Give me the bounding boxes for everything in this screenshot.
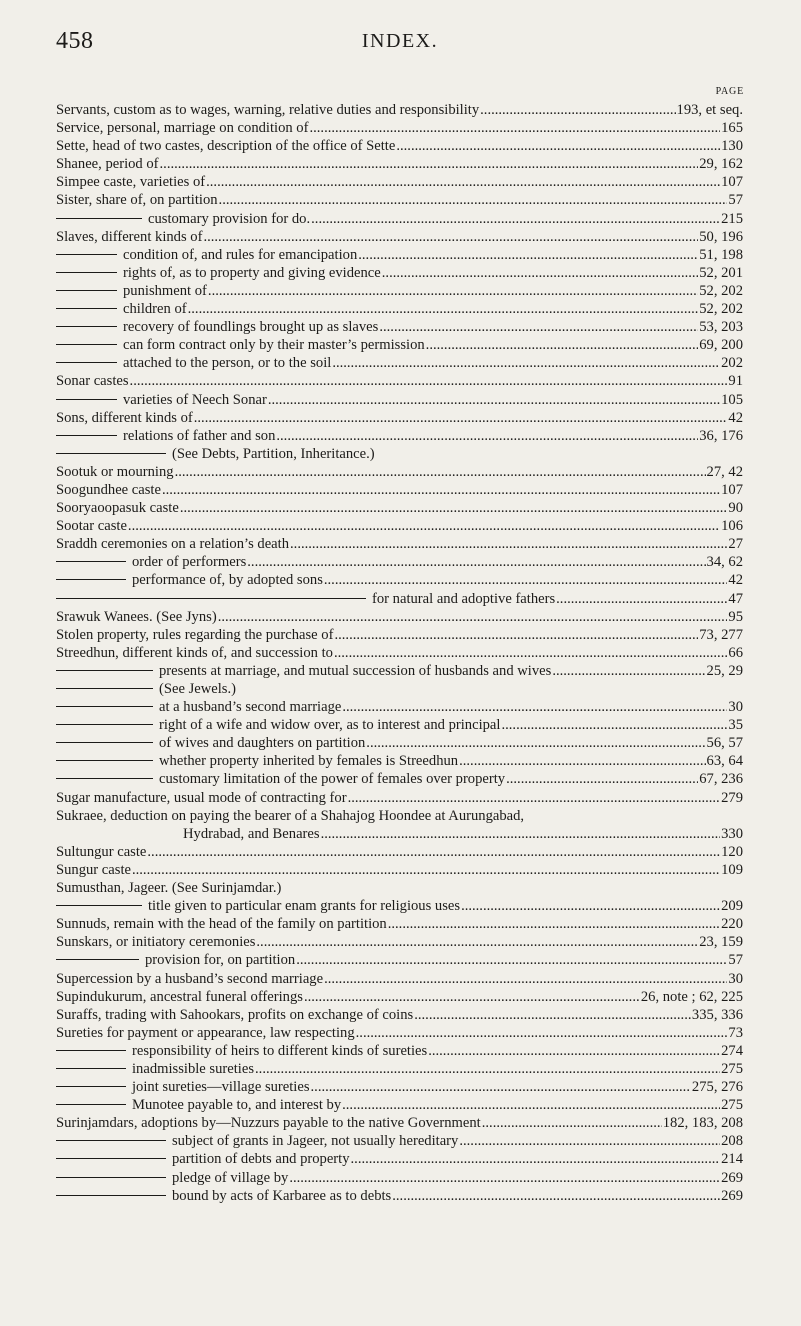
- entry-text: provision for, on partition: [145, 952, 296, 969]
- entry-text: Sootuk or mourning: [56, 463, 174, 480]
- dot-leader: [501, 716, 727, 734]
- entry-text: whether property inherited by females is Streedhun: [159, 753, 459, 770]
- ditto-dash: [56, 399, 117, 400]
- ditto-dash: [56, 688, 153, 689]
- entry-text: for natural and adoptive fathers: [372, 590, 556, 607]
- dot-leader: [276, 427, 698, 445]
- index-entry: [56, 988, 743, 1006]
- dot-leader: [203, 228, 698, 246]
- index-entry: [56, 517, 743, 535]
- dot-leader: [414, 1006, 691, 1024]
- page-column-label: PAGE: [715, 86, 744, 97]
- entry-text: rights of, as to property and giving evidence: [123, 264, 381, 281]
- index-subentry: [56, 318, 743, 336]
- index-subentry: [56, 445, 743, 463]
- entry-text: title given to particular enam grants for religious uses: [148, 898, 461, 915]
- entry-pages: 269: [721, 1187, 743, 1204]
- entry-pages: 69, 200: [699, 337, 743, 354]
- entry-text: children of: [123, 301, 187, 318]
- entry-text: can form contract only by their master’s permission: [123, 337, 425, 354]
- dot-leader: [218, 608, 728, 626]
- entry-text: Stolen property, rules regarding the purchase of: [56, 626, 334, 643]
- entry-text: right of a wife and widow over, as to interest and principal: [159, 717, 501, 734]
- ditto-dash: [56, 778, 153, 779]
- index-entry: [56, 933, 743, 951]
- index-entry: [56, 463, 743, 481]
- index-subentry: [56, 1078, 743, 1096]
- index-entry: [56, 155, 743, 173]
- index-entry: [56, 789, 743, 807]
- dot-leader: [428, 1042, 720, 1060]
- index-entry: [56, 1024, 743, 1042]
- index-subentry: [56, 680, 743, 698]
- index-subentry: [56, 553, 743, 571]
- entry-pages: 275: [721, 1060, 743, 1077]
- index-entry: [56, 535, 743, 553]
- dot-leader: [324, 970, 727, 988]
- ditto-dash: [56, 724, 153, 725]
- entry-pages: 330: [721, 825, 743, 842]
- entry-text: Sumusthan, Jageer. (See Surinjamdar.): [56, 880, 282, 897]
- index-subentry: [56, 210, 743, 228]
- entry-text: Srawuk Wanees. (See Jyns): [56, 608, 217, 625]
- dot-leader: [290, 535, 727, 553]
- index-entry: [56, 119, 743, 137]
- dot-leader: [461, 897, 720, 915]
- index-subentry: [56, 1042, 743, 1060]
- dot-leader: [396, 137, 720, 155]
- dot-leader: [482, 1114, 662, 1132]
- index-subentry: [56, 336, 743, 354]
- entry-text: responsibility of heirs to different kinds of sureties: [132, 1042, 428, 1059]
- dot-leader: [334, 626, 698, 644]
- entry-pages: 36, 176: [699, 427, 743, 444]
- running-head: INDEX.: [361, 30, 439, 52]
- entry-text: Surinjamdars, adoptions by—Nuzzurs payable to the native Government: [56, 1115, 481, 1132]
- entry-pages: 34, 62: [706, 554, 743, 571]
- index-subentry: [56, 246, 743, 264]
- entry-pages: 90: [728, 500, 743, 517]
- entry-pages: 52, 202: [699, 301, 743, 318]
- entry-text: punishment of: [123, 282, 207, 299]
- dot-leader: [459, 1132, 720, 1150]
- dot-leader: [128, 517, 720, 535]
- dot-leader: [147, 843, 720, 861]
- dot-leader: [309, 119, 720, 137]
- entry-pages: 208: [721, 1133, 743, 1150]
- entry-pages: 120: [721, 843, 743, 860]
- entry-text: Munotee payable to, and interest by: [132, 1097, 342, 1114]
- entry-pages: 52, 201: [699, 264, 743, 281]
- entry-pages: 182, 183, 208: [662, 1115, 743, 1132]
- index-subentry: [56, 282, 743, 300]
- entry-pages: 274: [721, 1042, 743, 1059]
- entry-pages: 214: [721, 1151, 743, 1168]
- entry-pages: 23, 159: [699, 934, 743, 951]
- dot-leader: [304, 988, 640, 1006]
- entry-text: Simpee caste, varieties of: [56, 174, 206, 191]
- entry-text: Sootar caste: [56, 518, 127, 535]
- page-header: [56, 28, 744, 58]
- index-entry: [56, 481, 743, 499]
- dot-leader: [180, 499, 728, 517]
- entry-text: Sureties for payment or appearance, law respecting: [56, 1024, 355, 1041]
- entry-pages: 29, 162: [699, 156, 743, 173]
- entry-pages: 202: [721, 355, 743, 372]
- ditto-dash: [56, 362, 117, 363]
- entry-text: Sonar castes: [56, 373, 129, 390]
- index-subentry: [56, 427, 743, 445]
- entry-text: Sette, head of two castes, description of the office of Sette: [56, 138, 396, 155]
- index-entry: [56, 1114, 743, 1132]
- entry-pages: 30: [728, 970, 743, 987]
- entry-text: Sraddh ceremonies on a relation’s death: [56, 536, 290, 553]
- dot-leader: [382, 264, 698, 282]
- ditto-dash: [56, 435, 117, 436]
- index-subentry: [56, 1060, 743, 1078]
- ditto-dash: [56, 272, 117, 273]
- dot-leader: [552, 662, 705, 680]
- entry-text: Servants, custom as to wages, warning, relative duties and responsibility: [56, 102, 480, 118]
- entry-text: Soogundhee caste: [56, 481, 161, 498]
- ditto-dash: [56, 670, 153, 671]
- entry-pages: 220: [721, 916, 743, 933]
- index-subentry: [56, 897, 743, 915]
- entry-pages: 25, 29: [706, 662, 743, 679]
- entry-pages: 95: [728, 608, 743, 625]
- entry-pages: 56, 57: [706, 735, 743, 752]
- entry-text: presents at marriage, and mutual succession of husbands and wives: [159, 662, 552, 679]
- entry-text: (See Jewels.): [159, 681, 236, 697]
- entry-pages: 107: [721, 481, 743, 498]
- entry-text: inadmissible sureties: [132, 1060, 255, 1077]
- dot-leader: [296, 951, 727, 969]
- entry-text: Sultungur caste: [56, 843, 147, 860]
- dot-leader: [162, 481, 720, 499]
- entry-pages: 52, 202: [699, 282, 743, 299]
- ditto-dash: [56, 1086, 126, 1087]
- dot-leader: [268, 391, 720, 409]
- dot-leader: [556, 590, 727, 608]
- entry-pages: 42: [728, 409, 743, 426]
- entry-text: recovery of foundlings brought up as slaves: [123, 319, 379, 336]
- index-entry: [56, 191, 743, 209]
- dot-leader: [348, 789, 721, 807]
- entry-pages: 107: [721, 174, 743, 191]
- index-subentry: [56, 571, 743, 589]
- entry-pages: 35: [728, 717, 743, 734]
- ditto-dash: [56, 959, 139, 960]
- dot-leader: [130, 372, 728, 390]
- dot-leader: [160, 155, 699, 173]
- entry-pages: 109: [721, 861, 743, 878]
- dot-leader: [208, 282, 698, 300]
- dot-leader: [332, 354, 720, 372]
- entry-text: Sugar manufacture, usual mode of contracting for: [56, 789, 347, 806]
- ditto-dash: [56, 905, 142, 906]
- dot-leader: [247, 553, 705, 571]
- entry-pages: 275: [721, 1097, 743, 1114]
- dot-leader: [206, 173, 720, 191]
- entry-pages: 47: [728, 590, 743, 607]
- entry-pages: 42: [728, 572, 743, 589]
- index-subentry: [56, 1150, 743, 1168]
- ditto-dash: [56, 1195, 166, 1196]
- entry-text: performance of, by adopted sons: [132, 572, 323, 589]
- dot-leader: [188, 300, 699, 318]
- entry-text: subject of grants in Jageer, not usually hereditary: [172, 1133, 459, 1150]
- index-entry: [56, 173, 743, 191]
- entry-pages: 215: [721, 210, 743, 227]
- entry-pages: 130: [721, 138, 743, 155]
- entry-pages: 27: [728, 536, 743, 553]
- index-subentry: [56, 300, 743, 318]
- dot-leader: [388, 915, 720, 933]
- entry-text: customary provision for do.: [148, 210, 311, 227]
- dot-leader: [194, 409, 728, 427]
- index-entry: [56, 915, 743, 933]
- dot-leader: [311, 210, 720, 228]
- entry-text: Streedhun, different kinds of, and succession to: [56, 644, 333, 661]
- page-number: 458: [56, 28, 94, 54]
- ditto-dash: [56, 579, 126, 580]
- dot-leader: [426, 336, 699, 354]
- dot-leader: [379, 318, 698, 336]
- ditto-dash: [56, 760, 153, 761]
- entry-pages: 63, 64: [706, 753, 743, 770]
- ditto-dash: [56, 308, 117, 309]
- entry-pages: 50, 196: [699, 228, 743, 245]
- ditto-dash: [56, 453, 166, 454]
- entry-pages: 26, note ; 62, 225: [640, 988, 743, 1005]
- ditto-dash: [56, 254, 117, 255]
- index-entry: [56, 409, 743, 427]
- entry-text: pledge of village by: [172, 1169, 289, 1186]
- ditto-dash: [56, 218, 142, 219]
- entry-text: Supercession by a husband’s second marriage: [56, 970, 324, 987]
- index-entry: [56, 372, 743, 390]
- dot-leader: [459, 752, 705, 770]
- entry-text: Shanee, period of: [56, 156, 159, 173]
- entry-pages: 66: [728, 644, 743, 661]
- entry-text: partition of debts and property: [172, 1151, 350, 1168]
- index-entry: [56, 499, 743, 517]
- entry-text: Sungur caste: [56, 861, 131, 878]
- entry-pages: 275, 276: [691, 1079, 743, 1096]
- index-subentry: [56, 264, 743, 282]
- ditto-dash: [56, 326, 117, 327]
- entry-text: attached to the person, or to the soil: [123, 355, 332, 372]
- dot-leader: [175, 463, 706, 481]
- index-subentry: [56, 354, 743, 372]
- entry-text: order of performers: [132, 554, 247, 571]
- index-subentry: [56, 951, 743, 969]
- entry-text: (See Debts, Partition, Inheritance.): [172, 445, 375, 462]
- ditto-dash: [56, 1140, 166, 1141]
- dot-leader: [132, 861, 720, 879]
- index-subentry: [56, 1096, 743, 1114]
- entry-pages: 209: [721, 898, 743, 915]
- entry-text: bound by acts of Karbaree as to debts: [172, 1187, 392, 1204]
- entry-pages: 57: [728, 192, 743, 209]
- ditto-dash: [56, 706, 153, 707]
- entry-text: of wives and daughters on partition: [159, 735, 366, 752]
- dot-leader: [334, 644, 727, 662]
- entry-text: Sukraee, deduction on paying the bearer of a Shahajog Hoondee at Aurungabad,: [56, 807, 525, 824]
- ditto-dash: [56, 561, 126, 562]
- dot-leader: [342, 698, 727, 716]
- entry-text: Sooryaoopasuk caste: [56, 500, 179, 517]
- entry-text: relations of father and son: [123, 427, 276, 444]
- dot-leader: [256, 933, 698, 951]
- index-subentry: [56, 698, 743, 716]
- entry-text: Supindukurum, ancestral funeral offerings: [56, 988, 303, 1005]
- index-subentry: [56, 734, 743, 752]
- entry-pages: 91: [728, 373, 743, 390]
- entry-pages: 105: [721, 391, 743, 408]
- index-entry: [56, 644, 743, 662]
- index-entry: [56, 807, 743, 825]
- entry-pages: 73, 277: [699, 626, 743, 643]
- entry-pages: 53, 203: [699, 319, 743, 336]
- dot-leader: [289, 1169, 720, 1187]
- index-entry: [56, 843, 743, 861]
- entry-text: Slaves, different kinds of: [56, 228, 203, 245]
- dot-leader: [255, 1060, 720, 1078]
- entry-text: at a husband’s second marriage: [159, 699, 342, 716]
- entry-text: Service, personal, marriage on condition of: [56, 120, 309, 137]
- ditto-dash: [56, 290, 117, 291]
- index-entry: [56, 970, 743, 988]
- dot-leader: [366, 734, 705, 752]
- dot-leader: [321, 825, 721, 843]
- ditto-dash: [56, 742, 153, 743]
- dot-leader: [324, 571, 728, 589]
- index-subentry: [56, 770, 743, 788]
- entry-text: condition of, and rules for emancipation: [123, 246, 358, 263]
- dot-leader: [219, 191, 728, 209]
- ditto-dash: [56, 1104, 126, 1105]
- index-entry: [56, 879, 743, 897]
- dot-leader: [311, 1078, 691, 1096]
- index-subentry: [56, 1187, 743, 1205]
- index-entry: [56, 228, 743, 246]
- dot-leader: [358, 246, 698, 264]
- entry-pages: 67, 236: [699, 771, 743, 788]
- ditto-dash: [56, 1177, 166, 1178]
- entry-text: Hydrabad, and Benares: [183, 825, 320, 842]
- index-entry: [56, 825, 743, 843]
- dot-leader: [480, 101, 675, 119]
- entry-text: Sons, different kinds of: [56, 409, 193, 426]
- entry-text: Sunskars, or initiatory ceremonies: [56, 934, 256, 951]
- index-entry: [56, 861, 743, 879]
- index-entry: [56, 626, 743, 644]
- dot-leader: [392, 1187, 720, 1205]
- index-entries: [56, 101, 743, 1205]
- entry-pages: 106: [721, 518, 743, 535]
- index-subentry: [56, 590, 743, 608]
- index-entry: [56, 101, 743, 119]
- index-subentry: [56, 716, 743, 734]
- dot-leader: [356, 1024, 728, 1042]
- entry-pages: 269: [721, 1169, 743, 1186]
- dot-leader: [351, 1150, 721, 1168]
- ditto-dash: [56, 1068, 126, 1069]
- index-subentry: [56, 752, 743, 770]
- entry-pages: 51, 198: [699, 246, 743, 263]
- ditto-dash: [56, 1158, 166, 1159]
- entry-pages: 279: [721, 789, 743, 806]
- entry-pages: 73: [728, 1024, 743, 1041]
- entry-text: varieties of Neech Sonar: [123, 391, 267, 408]
- entry-pages: 30: [728, 699, 743, 716]
- dot-leader: [342, 1096, 720, 1114]
- ditto-dash: [56, 344, 117, 345]
- ditto-dash: [56, 1050, 126, 1051]
- index-subentry: [56, 1132, 743, 1150]
- index-subentry: [56, 1169, 743, 1187]
- entry-pages: 27, 42: [706, 463, 743, 480]
- entry-text: Sister, share of, on partition: [56, 192, 218, 209]
- entry-text: Sunnuds, remain with the head of the family on partition: [56, 916, 387, 933]
- entry-pages: 165: [721, 120, 743, 137]
- dot-leader: [506, 770, 698, 788]
- entry-text: Suraffs, trading with Sahookars, profits on exchange of coins: [56, 1006, 414, 1023]
- entry-text: customary limitation of the power of females over property: [159, 771, 506, 788]
- entry-pages: 193, et seq.: [676, 102, 743, 118]
- entry-pages: 57: [728, 952, 743, 969]
- index-entry: [56, 608, 743, 626]
- entry-pages: 335, 336: [691, 1006, 743, 1023]
- ditto-dash: [56, 598, 366, 599]
- index-entry: [56, 137, 743, 155]
- index-subentry: [56, 391, 743, 409]
- index-subentry: [56, 662, 743, 680]
- entry-text: joint sureties—village sureties: [132, 1079, 310, 1096]
- index-entry: [56, 1006, 743, 1024]
